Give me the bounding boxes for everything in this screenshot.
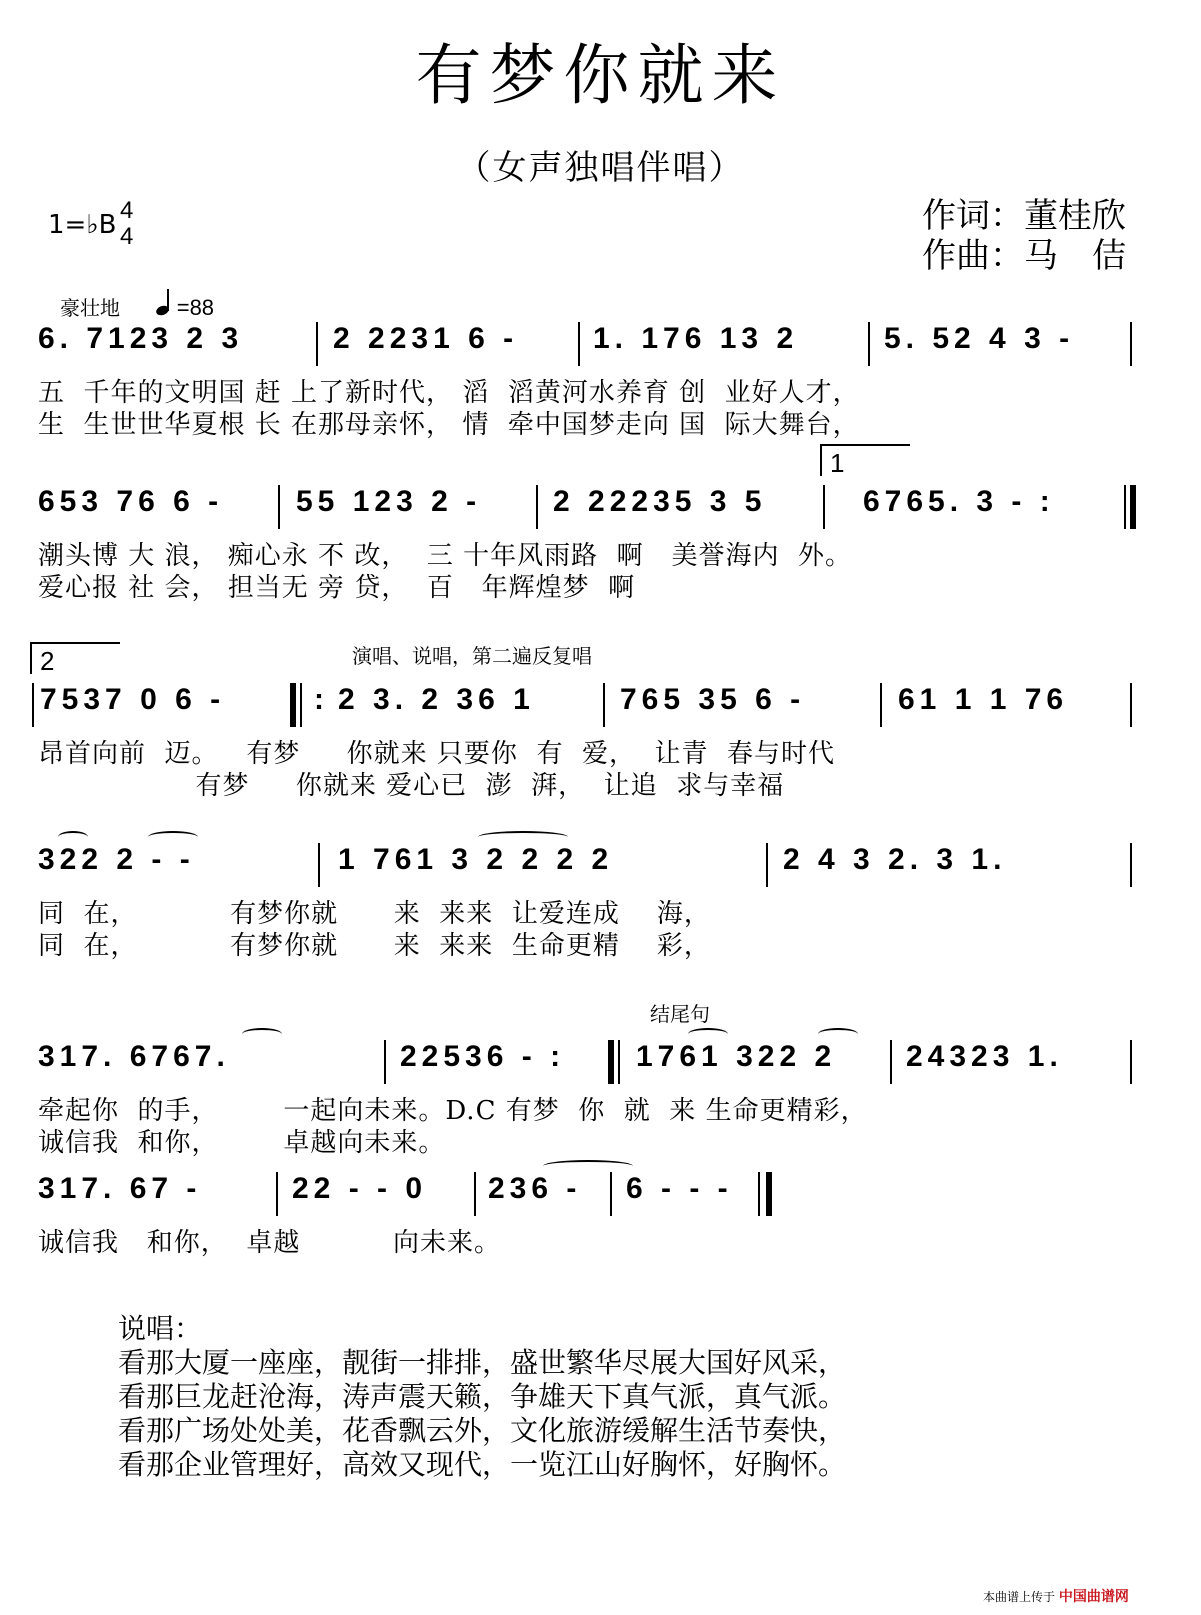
tempo-bpm: =88	[176, 295, 215, 320]
measure: 6. 7123 2 3	[38, 322, 244, 355]
measure: 7537 0 6 -	[40, 683, 226, 716]
notes-row	[28, 1172, 1148, 1222]
volta-label: 1	[830, 448, 845, 478]
measure: 1761 322 2	[636, 1040, 837, 1073]
spoken-line: 看那广场处处美，花香飘云外，文化旅游缓解生活节奏快，	[118, 1414, 847, 1447]
spoken-label: 说唱：	[118, 1312, 203, 1345]
measure: 653 76 6 -	[38, 485, 224, 518]
measure: 1 761 3 2 2 2 2	[338, 843, 614, 876]
measure: 22 - - 0	[292, 1172, 428, 1205]
measure: 2 22235 3 5	[553, 485, 767, 518]
measure: 1. 176 13 2	[593, 322, 799, 355]
notes-row	[28, 1040, 1148, 1090]
lyric-line: 五 千年的文明国 赶 上了新时代， 滔 滔黄河水养育 创 业好人才，	[38, 378, 860, 408]
spoken-section	[118, 1312, 846, 1482]
measure: 765 35 6 -	[620, 683, 806, 716]
quarter-note-icon	[156, 293, 170, 315]
time-signature-top: 4	[120, 197, 134, 224]
lyric-line: 潮头博 大 浪， 痴心永 不 改， 三 十年风雨路 啊 美誉海内 外。	[38, 541, 852, 571]
spoken-line: 看那大厦一座座，靓街一排排，盛世繁华尽展大国好风采，	[118, 1346, 847, 1379]
notes-row	[28, 843, 1148, 893]
credits	[922, 196, 1126, 276]
lyric-line: 同 在， 有梦你就 来 来来 让爱连成 海，	[38, 899, 711, 929]
measure: 55 123 2 -	[296, 485, 482, 518]
site-logo: 中国曲谱网	[1058, 1589, 1129, 1605]
notes-row	[28, 683, 1148, 733]
notes-row	[28, 485, 1148, 535]
song-title: 有梦你就来	[415, 37, 786, 114]
lyric-line: 有梦 你就来 爱心已 澎 湃， 让追 求与幸福	[38, 771, 785, 801]
footer-text: 本曲谱上传于	[983, 1590, 1056, 1604]
song-subtitle: （女声独唱伴唱）	[456, 148, 745, 188]
notes-row	[28, 322, 1148, 372]
measure: 2 2231 6 -	[333, 322, 519, 355]
measure: 317. 6767.	[38, 1040, 230, 1073]
lyric-line: 诚信我 和你， 卓越 向未来。	[38, 1228, 501, 1258]
volta-label: 2	[40, 646, 55, 676]
coda-annotation: 结尾句	[650, 1002, 710, 1026]
time-signature-bottom: 4	[120, 223, 134, 250]
volta-bracket	[30, 642, 120, 674]
measure: 317. 67 -	[38, 1172, 202, 1205]
measure: 5. 52 4 3 -	[884, 322, 1075, 355]
lyric-line: 生 生世世华夏根 长 在那母亲怀， 情 牵中国梦走向 国 际大舞台，	[38, 410, 860, 440]
measure: 6 - - -	[626, 1172, 733, 1205]
measure: :	[314, 683, 327, 716]
measure: 24323 1.	[906, 1040, 1063, 1073]
measure: 6765. 3 - :	[863, 485, 1055, 518]
measure: 322 2 - -	[38, 843, 195, 876]
key-signature: 1=♭B	[48, 210, 117, 240]
spoken-line: 看那企业管理好，高效又现代，一览江山好胸怀，好胸怀。	[118, 1448, 847, 1481]
volta-bracket	[820, 444, 910, 476]
lyricist-credit: 作词：董桂欣	[922, 196, 1126, 236]
measure: 2 3. 2 36 1	[338, 683, 535, 716]
measure: 22536 - :	[400, 1040, 566, 1073]
lyric-line: 诚信我 和你， 卓越向未来。	[38, 1128, 446, 1158]
time-signature	[120, 198, 133, 250]
spoken-line: 看那巨龙赶沧海，涛声震天籁，争雄天下真气派，真气派。	[118, 1380, 847, 1413]
lyric-line: 牵起你 的手， 一起向未来。D.C 有梦 你 就 来 生命更精彩，	[38, 1096, 868, 1126]
expression-mark: 豪壮地	[60, 296, 120, 320]
lyric-line: 同 在， 有梦你就 来 来来 生命更精 彩，	[38, 931, 711, 961]
tempo-marking	[60, 292, 214, 321]
measure: 61 1 1 76	[898, 683, 1069, 716]
measure: 236 -	[488, 1172, 582, 1205]
measure: 2 4 3 2. 3 1.	[783, 843, 1007, 876]
footer-watermark	[983, 1586, 1129, 1606]
lyric-line: 爱心报 社 会， 担当无 旁 贷， 百 年辉煌梦 啊	[38, 573, 636, 603]
lyric-line: 昂首向前 迈。 有梦 你就来 只要你 有 爱， 让青 春与时代	[38, 739, 836, 769]
performance-annotation: 演唱、说唱，第二遍反复唱	[352, 644, 592, 668]
composer-credit: 作曲：马 佶	[922, 236, 1126, 276]
